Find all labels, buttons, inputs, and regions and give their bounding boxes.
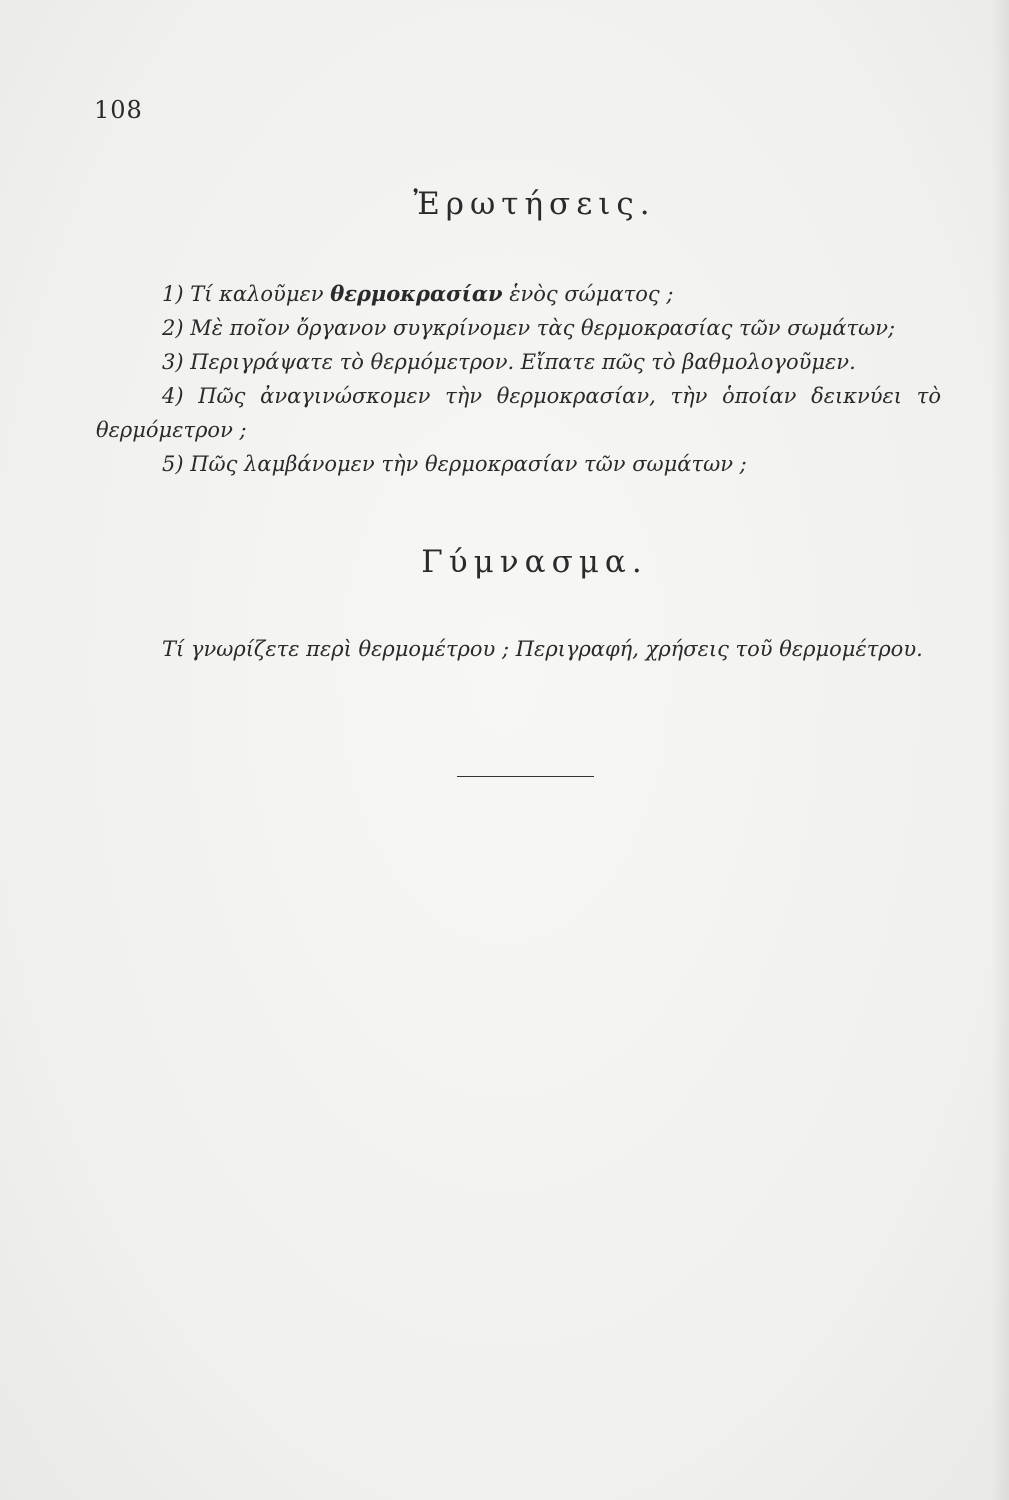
exercise-text: Τί γνωρίζετε περὶ θερμομέτρου ; Περιγραφή, χρήσεις τοῦ θερμομέτρου. [162, 637, 923, 661]
question-1-suffix: ἑνὸς σώματος ; [502, 282, 674, 306]
question-3: 3) Περιγράψατε τὸ θερμόμετρον. Εἴπατε πῶς τὸ βαθμολογοῦμεν. [162, 350, 856, 374]
question-1 [96, 277, 941, 311]
page-edge-shadow [991, 0, 1009, 1500]
question-5: 5) Πῶς λαμβάνομεν τὴν θερμοκρασίαν τῶν σωμάτων ; [162, 452, 747, 476]
questions-heading: Ἐρωτήσεις. [413, 186, 656, 222]
question-2: 2) Μὲ ποῖον ὄργανον συγκρίνομεν τὰς θερμοκρασίας τῶν σωμάτων; [162, 316, 896, 340]
exercise-heading: Γύμνασμα. [421, 544, 648, 580]
question-4: 4) Πῶς ἀναγινώσκομεν τὴν θερμοκρασίαν, τὴν ὁποίαν δεικνύει τὸ θερμόμετρον ; [96, 384, 941, 442]
exercise-block [96, 632, 941, 666]
question-1-prefix: 1) Τί καλοῦμεν [162, 282, 331, 306]
question-1-emphasis: θερμοκρασίαν [330, 281, 503, 306]
questions-list [96, 277, 941, 481]
section-divider [457, 776, 594, 777]
page-number: 108 [94, 96, 143, 124]
